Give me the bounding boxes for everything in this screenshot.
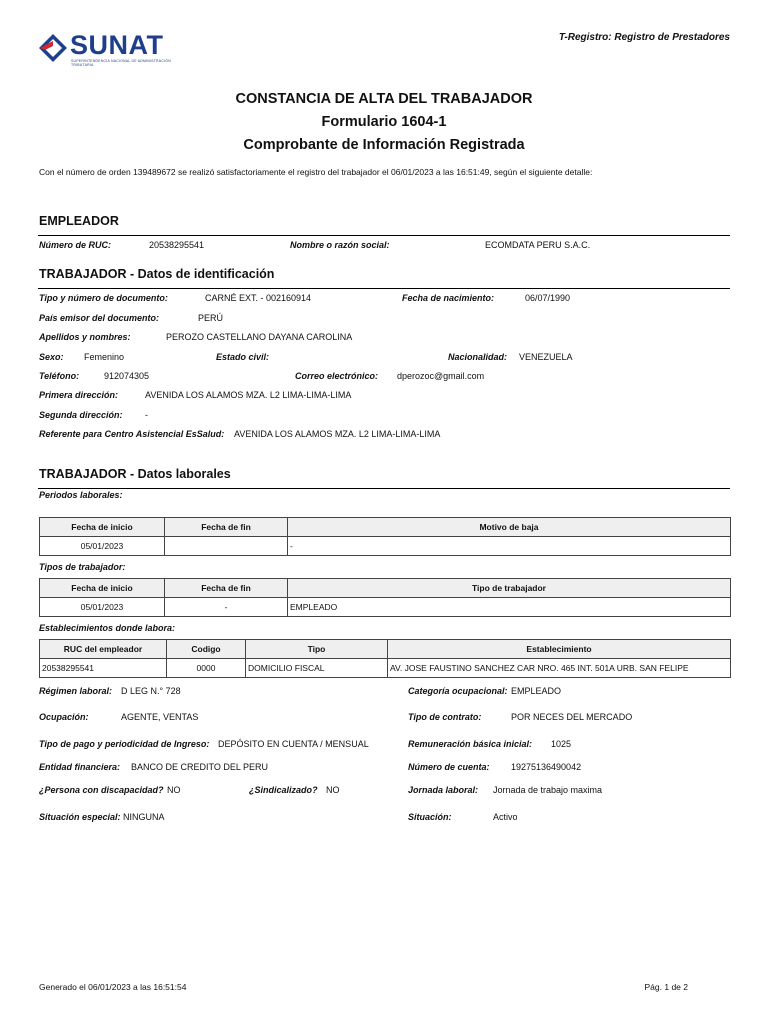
essalud-value: AVENIDA LOS ALAMOS MZA. L2 LIMA-LIMA-LIMA — [234, 429, 441, 439]
column-header: Fecha de fin — [165, 518, 288, 537]
jornada-value: Jornada de trabajo maxima — [493, 785, 603, 795]
pais-value: PERÚ — [198, 313, 224, 323]
section-laborales — [39, 467, 231, 481]
table-header-row — [40, 640, 731, 659]
intro-text: Con el número de orden 139489672 se realizó satisfactoriamente el registro del trabajador el 06/01/2023 a las 16:51:49, según el siguiente detalle: — [39, 167, 593, 177]
ruc-value: 20538295541 — [149, 240, 205, 250]
table-cell: AV. JOSE FAUSTINO SANCHEZ CAR NRO. 465 INT. 501A URB. SAN FELIPE — [388, 659, 731, 678]
form-number: Formulario 1604-1 — [321, 114, 447, 130]
section-laborales-bold: TRABAJADOR — [39, 467, 127, 481]
entidad-label: Entidad financiera: — [39, 762, 121, 772]
cuenta-label: Número de cuenta: — [408, 762, 490, 772]
tipos-table — [39, 578, 731, 617]
nombres-value: PEROZO CASTELLANO DAYANA CAROLINA — [166, 332, 353, 342]
table-cell: - — [165, 598, 288, 617]
remuneracion-label: Remuneración básica inicial: — [408, 739, 533, 749]
table-header-row — [40, 518, 731, 537]
section-identificacion-bold: TRABAJADOR — [39, 267, 127, 281]
table-header-row — [40, 579, 731, 598]
section-identificacion — [39, 267, 274, 281]
column-header: Tipo — [246, 640, 388, 659]
table-row — [40, 659, 731, 678]
brand-subtitle: SUPERINTENDENCIA NACIONAL DE ADMINISTRACIÓN TRIBUTARIA — [71, 59, 171, 67]
document-subtitle: Comprobante de Información Registrada — [243, 137, 525, 153]
section-empleador: EMPLEADOR — [39, 214, 119, 228]
sindicalizado-label: ¿Sindicalizado? — [249, 785, 318, 795]
direccion1-label: Primera dirección: — [39, 390, 119, 400]
sexo-label: Sexo: — [39, 352, 64, 362]
sunat-logo — [38, 30, 183, 66]
page-number: Pág. 1 de 2 — [644, 982, 688, 992]
telefono-value: 912074305 — [104, 371, 150, 381]
situacion-especial-value: NINGUNA — [123, 812, 165, 822]
table-cell: 05/01/2023 — [40, 537, 165, 556]
regimen-label: Régimen laboral: — [39, 686, 113, 696]
brand-name: SUNAT — [70, 30, 164, 60]
section-identificacion-rest: - Datos de identificación — [126, 267, 275, 281]
section-laborales-rest: - Datos laborales — [126, 467, 231, 481]
table-cell — [165, 537, 288, 556]
ocupacion-label: Ocupación: — [39, 712, 89, 722]
estado-civil-label: Estado civil: — [216, 352, 270, 362]
table-cell: 0000 — [167, 659, 246, 678]
column-header: Fecha de inicio — [40, 518, 165, 537]
establecimientos-table — [39, 639, 731, 678]
nombres-label: Apellidos y nombres: — [39, 332, 131, 342]
situacion-label: Situación: — [408, 812, 452, 822]
discapacidad-value: NO — [167, 785, 181, 795]
table-cell: - — [288, 537, 731, 556]
document-title: CONSTANCIA DE ALTA DEL TRABAJADOR — [235, 91, 533, 107]
regimen-value: D LEG N.° 728 — [121, 686, 181, 696]
situacion-especial-label: Situación especial: — [39, 812, 121, 822]
ruc-label: Número de RUC: — [39, 240, 112, 250]
generated-timestamp: Generado el 06/01/2023 a las 16:51:54 — [39, 982, 187, 992]
tipo-doc-value: CARNÉ EXT. - 002160914 — [205, 293, 312, 303]
tipos-label: Tipos de trabajador: — [39, 562, 126, 572]
column-header: Tipo de trabajador — [288, 579, 731, 598]
discapacidad-label: ¿Persona con discapacidad? — [39, 785, 164, 795]
correo-label: Correo electrónico: — [295, 371, 379, 381]
nacionalidad-value: VENEZUELA — [519, 352, 573, 362]
table-row — [40, 537, 731, 556]
table-cell: DOMICILIO FISCAL — [246, 659, 388, 678]
pago-value: DEPÓSITO EN CUENTA / MENSUAL — [218, 739, 369, 749]
essalud-label: Referente para Centro Asistencial EsSalud: — [39, 429, 225, 439]
table-cell: 05/01/2023 — [40, 598, 165, 617]
correo-value: dperozoc@gmail.com — [397, 371, 485, 381]
razon-social-label: Nombre o razón social: — [290, 240, 390, 250]
direccion2-label: Segunda dirección: — [39, 410, 123, 420]
sexo-value: Femenino — [84, 352, 125, 362]
contrato-value: POR NECES DEL MERCADO — [511, 712, 633, 722]
fecha-nac-value: 06/07/1990 — [525, 293, 571, 303]
periodos-table — [39, 517, 731, 556]
entidad-value: BANCO DE CREDITO DEL PERU — [131, 762, 269, 772]
situacion-value: Activo — [493, 812, 518, 822]
categoria-value: EMPLEADO — [511, 686, 562, 696]
column-header: Codigo — [167, 640, 246, 659]
direccion2-value: - — [145, 410, 148, 420]
divider — [38, 488, 730, 489]
razon-social-value: ECOMDATA PERU S.A.C. — [485, 240, 591, 250]
column-header: Fecha de inicio — [40, 579, 165, 598]
pais-label: País emisor del documento: — [39, 313, 160, 323]
column-header: RUC del empleador — [40, 640, 167, 659]
fecha-nac-label: Fecha de nacimiento: — [402, 293, 495, 303]
column-header: Fecha de fin — [165, 579, 288, 598]
pago-label: Tipo de pago y periodicidad de Ingreso: — [39, 739, 210, 749]
jornada-label: Jornada laboral: — [408, 785, 479, 795]
contrato-label: Tipo de contrato: — [408, 712, 482, 722]
establecimientos-label: Establecimientos donde labora: — [39, 623, 176, 633]
table-cell: EMPLEADO — [288, 598, 731, 617]
categoria-label: Categoría ocupacional: — [408, 686, 508, 696]
periodos-label: Periodos laborales: — [39, 490, 123, 500]
column-header: Motivo de baja — [288, 518, 731, 537]
sunat-emblem-icon — [38, 33, 68, 63]
telefono-label: Teléfono: — [39, 371, 80, 381]
table-cell: 20538295541 — [40, 659, 167, 678]
remuneracion-value: 1025 — [551, 739, 572, 749]
sindicalizado-value: NO — [326, 785, 340, 795]
direccion1-value: AVENIDA LOS ALAMOS MZA. L2 LIMA-LIMA-LIMA — [145, 390, 352, 400]
table-row — [40, 598, 731, 617]
tipo-doc-label: Tipo y número de documento: — [39, 293, 168, 303]
ocupacion-value: AGENTE, VENTAS — [121, 712, 199, 722]
cuenta-value: 19275136490042 — [511, 762, 582, 772]
app-title: T-Registro: Registro de Prestadores — [558, 32, 730, 43]
nacionalidad-label: Nacionalidad: — [448, 352, 508, 362]
divider — [38, 288, 730, 289]
column-header: Establecimiento — [388, 640, 731, 659]
divider — [38, 235, 730, 236]
